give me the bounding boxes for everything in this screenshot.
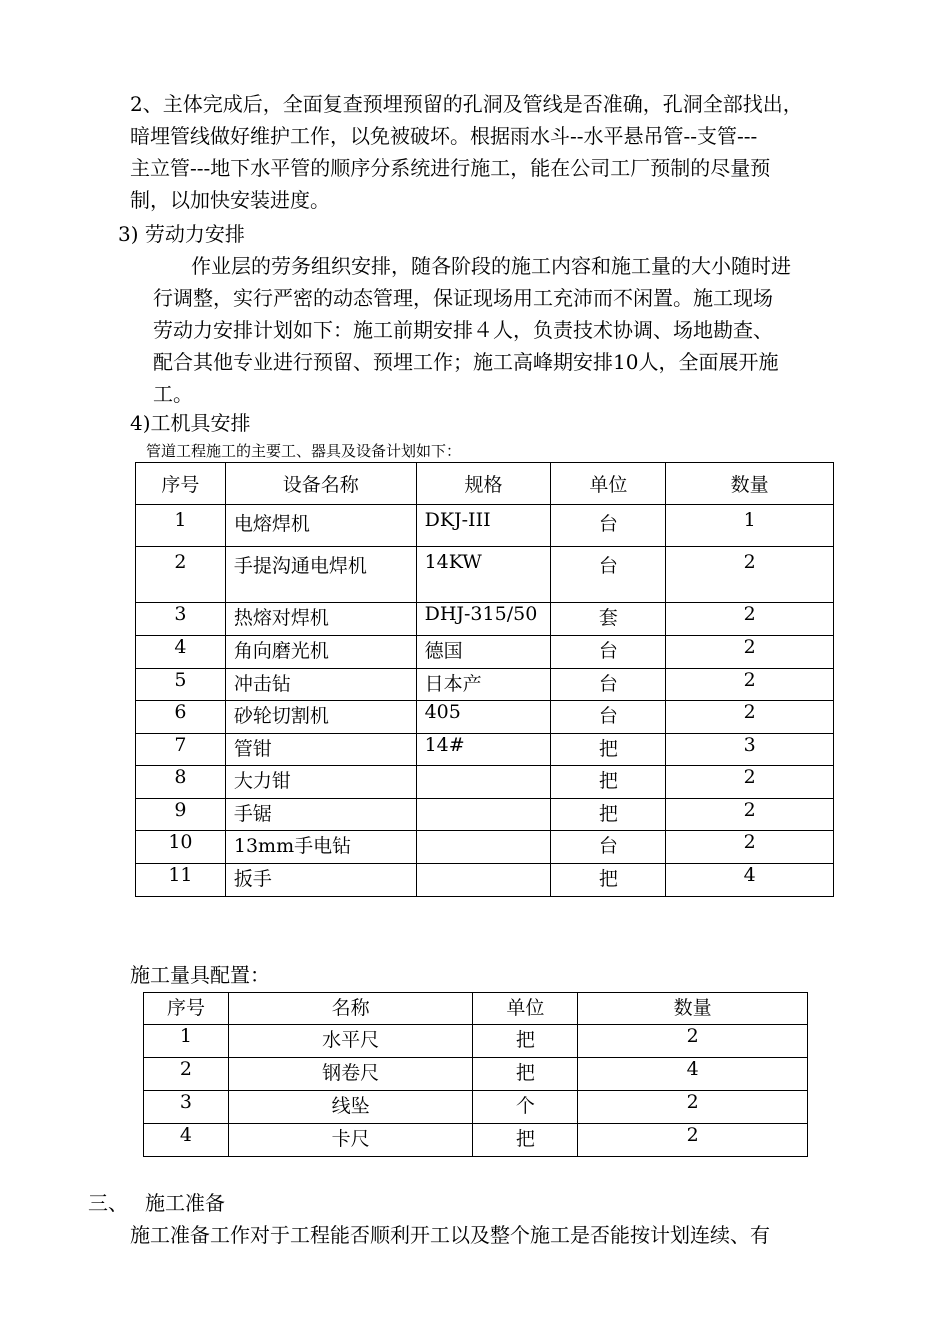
cell: 14KW — [416, 547, 551, 603]
cell: 扳手 — [225, 864, 416, 897]
cell: 把 — [551, 734, 666, 766]
cell: 卡尺 — [228, 1124, 473, 1157]
cell: 台 — [551, 636, 666, 669]
cell: 11 — [136, 864, 226, 897]
section-3-heading: 3) 劳动力安排 — [118, 222, 245, 246]
measuring-tools-caption: 施工量具配置： — [130, 963, 270, 987]
cell: 2 — [578, 1025, 808, 1058]
cell: 1 — [666, 505, 834, 547]
header-cell: 序号 — [144, 993, 229, 1025]
cell: 电熔焊机 — [225, 505, 416, 547]
table-row — [144, 1025, 808, 1058]
table-row — [136, 831, 834, 864]
cell: 2 — [578, 1124, 808, 1157]
cell: 把 — [473, 1124, 578, 1157]
header-cell: 单位 — [473, 993, 578, 1025]
equipment-table-caption: 管道工程施工的主要工、器具及设备计划如下： — [146, 442, 462, 460]
cell: 4 — [144, 1124, 229, 1157]
paragraph-1-line: 主立管---地下水平管的顺序分系统进行施工，能在公司工厂预制的尽量预 — [130, 156, 771, 180]
table-row — [136, 547, 834, 603]
cell — [416, 831, 551, 864]
cell: 2 — [136, 547, 226, 603]
cell: 4 — [578, 1058, 808, 1091]
paragraph-1-line: 暗埋管线做好维护工作，以免被破坏。根据雨水斗--水平悬吊管--支管--- — [130, 124, 758, 148]
cell: 2 — [666, 799, 834, 831]
cell: 把 — [473, 1058, 578, 1091]
header-cell: 数量 — [578, 993, 808, 1025]
section-3-line: 作业层的劳务组织安排，随各阶段的施工内容和施工量的大小随时进 — [191, 254, 791, 278]
cell: 个 — [473, 1091, 578, 1124]
header-cell: 序号 — [136, 463, 226, 505]
cell: 水平尺 — [228, 1025, 473, 1058]
table-row — [136, 799, 834, 831]
paragraph-1-line: 2、主体完成后，全面复查预埋预留的孔洞及管线是否准确，孔洞全部找出， — [130, 92, 803, 116]
cell: 3 — [144, 1091, 229, 1124]
cell: 2 — [666, 831, 834, 864]
cell: 钢卷尺 — [228, 1058, 473, 1091]
cell: 8 — [136, 766, 226, 799]
header-cell: 数量 — [666, 463, 834, 505]
cell: 把 — [551, 766, 666, 799]
cell: 2 — [666, 547, 834, 603]
cell: 管钳 — [225, 734, 416, 766]
table-row — [136, 603, 834, 636]
chapter-3-number: 三、 — [88, 1191, 128, 1215]
cell: 14# — [416, 734, 551, 766]
cell: 10 — [136, 831, 226, 864]
cell: DKJ-III — [416, 505, 551, 547]
cell: 2 — [578, 1091, 808, 1124]
cell: 热熔对焊机 — [225, 603, 416, 636]
cell: 台 — [551, 505, 666, 547]
cell: 2 — [144, 1058, 229, 1091]
cell: 套 — [551, 603, 666, 636]
cell: 把 — [551, 864, 666, 897]
header-cell: 名称 — [228, 993, 473, 1025]
cell: 台 — [551, 669, 666, 701]
table-row — [144, 1091, 808, 1124]
cell: 405 — [416, 701, 551, 734]
cell: 7 — [136, 734, 226, 766]
section-4-heading: 4)工机具安排 — [130, 411, 251, 435]
cell: 2 — [666, 766, 834, 799]
section-3-line: 配合其他专业进行预留、预埋工作；施工高峰期安排10人，全面展开施 — [153, 350, 779, 374]
cell: 4 — [666, 864, 834, 897]
table-header-row — [144, 993, 808, 1025]
cell: 大力钳 — [225, 766, 416, 799]
table-row — [136, 505, 834, 547]
table-row — [144, 1124, 808, 1157]
paragraph-1-line: 制，以加快安装进度。 — [130, 188, 330, 212]
cell: 台 — [551, 831, 666, 864]
cell: 冲击钻 — [225, 669, 416, 701]
table-row — [136, 864, 834, 897]
cell: 手锯 — [225, 799, 416, 831]
cell: 3 — [136, 603, 226, 636]
cell: 5 — [136, 669, 226, 701]
table-row — [136, 669, 834, 701]
cell: 台 — [551, 701, 666, 734]
table-row — [144, 1058, 808, 1091]
paragraph-1 — [130, 88, 910, 216]
cell: 把 — [551, 799, 666, 831]
table-header-row — [136, 463, 834, 505]
cell: 13mm手电钻 — [225, 831, 416, 864]
cell: 线坠 — [228, 1091, 473, 1124]
table-row — [136, 636, 834, 669]
cell: 9 — [136, 799, 226, 831]
cell: 2 — [666, 603, 834, 636]
cell — [416, 799, 551, 831]
section-3-line: 工。 — [153, 382, 193, 406]
cell: 2 — [666, 669, 834, 701]
cell: 砂轮切割机 — [225, 701, 416, 734]
section-3-line: 行调整，实行严密的动态管理，保证现场用工充沛而不闲置。施工现场 — [153, 286, 773, 310]
header-cell: 设备名称 — [225, 463, 416, 505]
equipment-table — [135, 462, 834, 897]
cell: 1 — [144, 1025, 229, 1058]
cell: 6 — [136, 701, 226, 734]
header-cell: 单位 — [551, 463, 666, 505]
section-3-line: 劳动力安排计划如下：施工前期安排４人，负责技术协调、场地勘查、 — [153, 318, 773, 342]
cell: 4 — [136, 636, 226, 669]
chapter-3-title: 施工准备 — [145, 1191, 225, 1215]
measuring-tools-table — [143, 992, 808, 1157]
cell: 1 — [136, 505, 226, 547]
table-row — [136, 734, 834, 766]
cell: 2 — [666, 701, 834, 734]
cell: 2 — [666, 636, 834, 669]
table-row — [136, 766, 834, 799]
table-row — [136, 701, 834, 734]
chapter-3-body: 施工准备工作对于工程能否顺利开工以及整个施工是否能按计划连续、有 — [130, 1223, 770, 1247]
cell: 台 — [551, 547, 666, 603]
cell: 角向磨光机 — [225, 636, 416, 669]
cell — [416, 766, 551, 799]
cell: 手提沟通电焊机 — [225, 547, 416, 603]
cell: 德国 — [416, 636, 551, 669]
cell: 把 — [473, 1025, 578, 1058]
section-3-body — [153, 250, 913, 410]
cell: 3 — [666, 734, 834, 766]
cell: DHJ-315/50 — [416, 603, 551, 636]
header-cell: 规格 — [416, 463, 551, 505]
cell — [416, 864, 551, 897]
cell: 日本产 — [416, 669, 551, 701]
